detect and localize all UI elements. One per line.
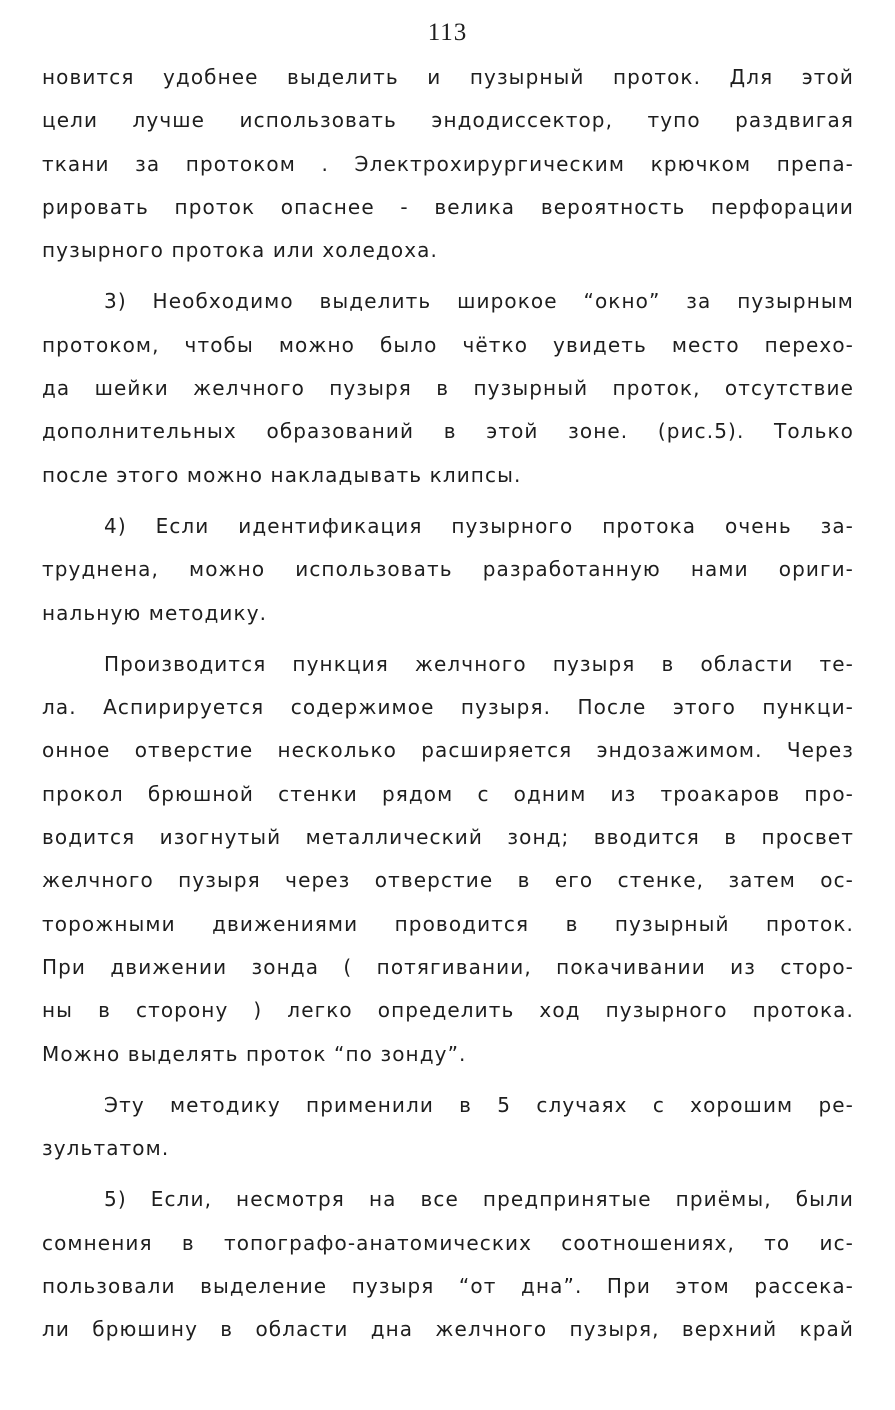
text-line: водится изогнутый металлический зонд; вводится в просвет bbox=[42, 825, 854, 850]
paragraph-1 bbox=[42, 56, 854, 272]
paragraph-3 bbox=[42, 505, 854, 635]
text-line: труднена, можно использовать разработанную нами ориги- bbox=[42, 557, 854, 582]
text-line: ли брюшину в области дна желчного пузыря, верхний край bbox=[42, 1317, 854, 1342]
text-line: сомнения в топографо-анатомических соотношениях, то ис- bbox=[42, 1230, 854, 1255]
text-line: ны в сторону ) легко определить ход пузырного протока. bbox=[42, 998, 854, 1023]
paragraph-5 bbox=[42, 1084, 854, 1171]
text-line: ла. Аспирируется содержимое пузыря. После этого пункци- bbox=[42, 695, 854, 720]
text-line: торожными движениями проводится в пузырный проток. bbox=[42, 911, 854, 936]
body-text bbox=[42, 56, 854, 1360]
text-line: протоком, чтобы можно было чётко увидеть место перехо- bbox=[42, 332, 854, 357]
text-line: онное отверстие несколько расширяется эндозажимом. Через bbox=[42, 738, 854, 763]
text-line: цели лучше использовать эндодиссектор, тупо раздвигая bbox=[42, 108, 854, 133]
text-line: 3) Необходимо выделить широкое “окно” за пузырным bbox=[104, 289, 854, 314]
page-number: 113 bbox=[427, 19, 468, 46]
text-line: после этого можно накладывать клипсы. bbox=[42, 462, 522, 487]
paragraph-6 bbox=[42, 1178, 854, 1351]
text-line: прокол брюшной стенки рядом с одним из троакаров про- bbox=[42, 781, 854, 806]
text-line: Эту методику применили в 5 случаях с хорошим ре- bbox=[104, 1092, 854, 1117]
text-line: новится удобнее выделить и пузырный проток. Для этой bbox=[42, 65, 854, 89]
text-line: дополнительных образований в этой зоне. (рис.5). Только bbox=[42, 419, 854, 444]
text-line: 4) Если идентификация пузырного протока очень за- bbox=[104, 513, 854, 538]
text-line: зультатом. bbox=[42, 1136, 170, 1161]
text-line: Можно выделять проток “по зонду”. bbox=[42, 1041, 467, 1066]
text-line: При движении зонда ( потягивании, покачивании из сторо- bbox=[42, 954, 854, 979]
text-line: пузырного протока или холедоха. bbox=[42, 238, 438, 263]
text-line: да шейки желчного пузыря в пузырный проток, отсутствие bbox=[42, 376, 854, 401]
paragraph-2 bbox=[42, 280, 854, 496]
text-line: пользовали выделение пузыря “от дна”. При этом рассека- bbox=[42, 1274, 854, 1299]
text-line: нальную методику. bbox=[42, 600, 268, 625]
text-line: желчного пузыря через отверстие в его стенке, затем ос- bbox=[42, 868, 854, 893]
text-line: ткани за протоком . Электрохирургическим крючком препа- bbox=[42, 151, 854, 176]
text-line: Производится пункция желчного пузыря в области те- bbox=[104, 651, 854, 676]
text-line: рировать проток опаснее - велика вероятность перфорации bbox=[42, 194, 854, 219]
text-line: 5) Если, несмотря на все предпринятые приёмы, были bbox=[104, 1187, 854, 1212]
paragraph-4 bbox=[42, 643, 854, 1076]
